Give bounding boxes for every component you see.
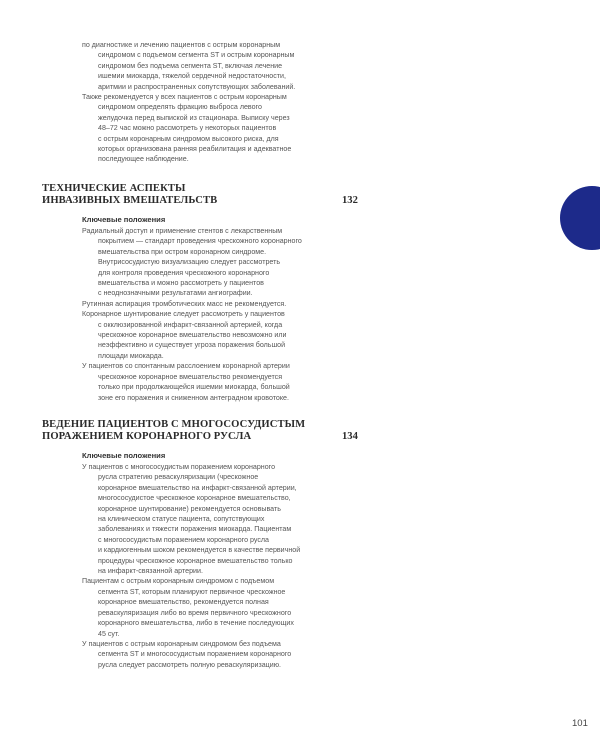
text-line: синдромом без подъема сегмента ST, включая лечение	[98, 61, 283, 70]
text-line: У пациентов со спонтанным расслоением коронарной артерии	[82, 362, 290, 371]
text-line: Внутрисосудистую визуализацию следует рассмотреть	[98, 258, 281, 267]
chapter-tab-marker	[560, 186, 600, 250]
text-line: на клиническом статусе пациента, сопутствующих	[98, 515, 265, 524]
section-1-title-line-1: ТЕХНИЧЕСКИЕ АСПЕКТЫ	[42, 183, 186, 194]
text-line: чрескожное коронарное вмешательство рекомендуется	[98, 372, 283, 381]
text-line: Радиальный доступ и применение стентов с лекарственным	[82, 227, 283, 235]
paragraph	[82, 40, 295, 92]
section-2-title	[42, 419, 305, 443]
text-line: У пациентов с острым коронарным синдромом без подъема	[82, 639, 281, 648]
text-line: 45 сут.	[98, 629, 120, 638]
section-1-title	[42, 183, 217, 207]
text-line: коронарное вмешательство, рекомендуется полная	[98, 598, 269, 607]
text-line: синдромом определять фракцию выброса левого	[98, 103, 262, 112]
paragraph	[82, 309, 302, 361]
text-line: которых организована ранняя реабилитация и адекватное	[98, 145, 292, 154]
paragraph	[82, 226, 302, 299]
text-line: аритмии и распространенных сопутствующих заболеваний.	[98, 82, 296, 91]
text-line: коронарное шунтирование) рекомендуется основывать	[98, 504, 281, 513]
text-line: заболеваниях и тяжести поражения миокарда. Пациентам	[98, 525, 292, 534]
text-line: русла следует рассмотреть полную реваскуляризацию.	[98, 660, 281, 669]
text-line: последующее наблюдение.	[98, 155, 189, 164]
text-line: на инфаркт-связанной артерии.	[98, 567, 203, 576]
text-line: вмешательства и можно рассмотреть у пациентов	[98, 279, 264, 288]
text-line: У пациентов с многососудистым поражением коронарного	[82, 463, 276, 471]
text-line: Коронарное шунтирование следует рассмотреть у пациентов	[82, 310, 285, 319]
section-1-page-ref: 132	[342, 195, 358, 206]
text-line: Рутинная аспирация тромботических масс не рекомендуется.	[82, 299, 287, 308]
section-2-title-line-2: ПОРАЖЕНИЕМ КОРОНАРНОГО РУСЛА	[42, 431, 252, 442]
section-2-body	[82, 462, 300, 670]
text-line: покрытием — стандарт проведения чрескожного коронарного	[98, 237, 302, 246]
paragraph	[82, 299, 302, 309]
text-line: сегмента ST и многососудистым поражением коронарного	[98, 650, 292, 659]
text-line: с острым коронарным синдромом высокого риска, для	[98, 134, 279, 143]
text-line: коронарного вмешательства, либо в течение последующих	[98, 619, 294, 628]
text-line: зоне его поражения и сниженном антеградном кровотоке.	[98, 393, 289, 402]
text-line: с неоднозначными результатами ангиографии.	[98, 289, 253, 298]
text-line: процедуры чрескожное коронарное вмешательство только	[98, 556, 293, 565]
section-1-title-line-2: ИНВАЗИВНЫХ ВМЕШАТЕЛЬСТВ	[42, 195, 218, 206]
paragraph	[82, 576, 300, 638]
text-line: площади миокарда.	[98, 351, 164, 360]
section-1-body	[82, 226, 302, 403]
text-line: реваскуляризация либо во время первичного чрескожного	[98, 608, 292, 617]
text-line: синдромом с подъемом сегмента ST и острым коронарным	[98, 51, 295, 60]
section-2-page-ref: 134	[342, 431, 358, 442]
text-line: ишемии миокарда, тяжелой сердечной недостаточности,	[98, 72, 286, 81]
text-line: коронарное вмешательство на инфаркт-связанной артерии,	[98, 483, 297, 492]
paragraph	[82, 462, 300, 576]
text-line: Также рекомендуется у всех пациентов с острым коронарным	[82, 93, 287, 102]
text-line: по диагностике и лечению пациентов с острым коронарным	[82, 41, 281, 49]
text-line: с окклюзированной инфаркт-связанной артерией, когда	[98, 320, 283, 329]
text-line: вмешательства при остром коронарном синдроме.	[98, 247, 267, 256]
text-line: с многососудистым поражением коронарного русла	[98, 535, 269, 544]
text-line: многососудистое чрескожное коронарное вмешательство,	[98, 494, 291, 503]
text-line: неэффективно и существует угроза поражения большой	[98, 341, 286, 350]
paragraph	[82, 361, 302, 403]
text-line: чрескожное коронарное вмешательство невозможно или	[98, 331, 287, 340]
page-number: 101	[572, 718, 588, 729]
text-line: и кардиогенным шоком рекомендуется в качестве первичной	[98, 546, 301, 555]
intro-text	[82, 40, 295, 165]
text-line: желудочка перед выпиской из стационара. Выписку через	[98, 113, 290, 122]
text-line: 48–72 час можно рассмотреть у некоторых пациентов	[98, 124, 277, 133]
paragraph	[82, 92, 295, 165]
section-2-title-line-1: ВЕДЕНИЕ ПАЦИЕНТОВ С МНОГОСОСУДИСТЫМ	[42, 419, 306, 430]
paragraph	[82, 639, 300, 670]
section-1-subheading: Ключевые положения	[82, 215, 166, 224]
text-line: только при продолжающейся ишемии миокарда, большой	[98, 383, 290, 392]
text-line: сегмента ST, которым планируют первичное чрескожное	[98, 587, 286, 596]
text-line: русла стратегию реваскуляризации (чрескожное	[98, 473, 259, 482]
section-2-subheading: Ключевые положения	[82, 451, 166, 460]
text-line: Пациентам с острым коронарным синдромом с подъемом	[82, 577, 275, 586]
text-line: для контроля проведения чрескожного коронарного	[98, 268, 270, 277]
